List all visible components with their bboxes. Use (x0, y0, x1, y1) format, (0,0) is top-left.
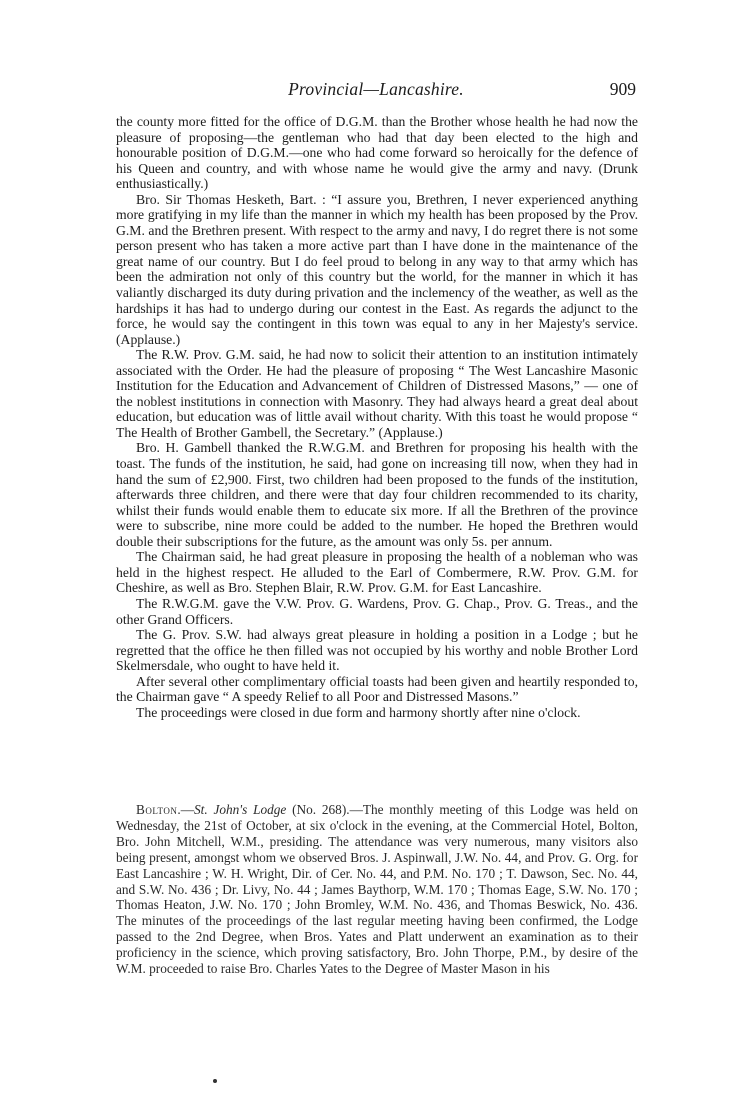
lodge-report-paragraph: Bolton.—St. John's Lodge (No. 268).—The monthly meeting of this Lodge was held on Wednesday, the 21st of October, at six o'clock in the evening, at the Commercial Hotel, Bolton, Bro. John Mitchell, W.M., presiding. The attendance was very numerous, many visitors also being present, amongst whom we observed Bros. J. Aspinwall, J.W. No. 44, and Prov. G. Org. for East Lancashire ; W. H. Wright, Dir. of Cer. No. 44, and P.M. No. 170 ; T. Dawson, Sec. No. 44, and S.W. No. 436 ; Dr. Livy, No. 44 ; James Baythorp, W.M. 170 ; Thomas Eage, S.W. No. 170 ; Thomas Heaton, J.W. No. 170 ; John Bromley, W.M. No. 436, and Thomas Beswick, No. 436. The minutes of the proceedings of the last regular meeting having been confirmed, the Lodge passed to the 2nd Degree, when Bros. Yates and Platt underwent an examination as to their proficiency in the science, which proving satisfactory, Bro. John Thorpe, P.M., by desire of the W.M. proceeded to raise Bro. Charles Yates to the Degree of Master Mason in his (116, 802, 638, 977)
paragraph-gambell-reply: Bro. H. Gambell thanked the R.W.G.M. and Brethren for proposing his health with the toast. The funds of the institution, he said, had gone on increasing till now, when they had in hand the sum of £2,900. First, two children had been proposed to the funds of the institution, afterwards three children, and there were that day four children recommended to its charity, whilst their funds would enable them to educate six more. If all the Brethren of the province were to subscribe, nine more could be added to the number. He hoped the Brethren would double their subscriptions for the future, as the amount was only 5s. per annum. (116, 440, 638, 549)
paragraph-hesketh-reply: Bro. Sir Thomas Hesketh, Bart. : “I assure you, Brethren, I never experienced anything more gratifying in my life than the manner in which my health has been proposed by the Prov. G.M. and the Brethren present. With respect to the army and navy, I do regret there is not some person present who has taken a more active part than I have done in the maintenance of the great name of our country. But I do feel proud to belong in any way to that army which has been the admiration not only of this country but the world, for the manner in which it has valiantly discharged its duty during privation and the inclemency of the weather, as well as the hardships it has had to undergo during our contest in the East. As regards the adjunct to the force, he would say the contingent in this town was equal to any in her Majesty's service. (Applause.) (116, 191, 638, 347)
paragraph-institution-toast: The R.W. Prov. G.M. said, he had now to solicit their attention to an institution intimately associated with the Order. He had the pleasure of proposing “ The West Lancashire Masonic Institution for the Education and Advancement of Children of Distressed Masons,” — one of the noblest institutions in connection with Masonry. They had always heard a great deal about education, but education was of little avail without charity. With this toast he would propose “ The Health of Brother Gambell, the Secretary.” (Applause.) (116, 347, 638, 440)
report-town: Bolton (136, 802, 178, 817)
running-title: Provincial—Lancashire. (288, 79, 464, 99)
article-body (116, 114, 638, 720)
report-lodge-name: St. John's Lodge (194, 802, 287, 817)
bolton-lodge-report (116, 802, 638, 977)
page-header (116, 79, 636, 105)
paragraph-proceedings-closed: The proceedings were closed in due form and harmony shortly after nine o'clock. (136, 704, 581, 720)
page-number: 909 (609, 79, 636, 99)
paragraph-prov-sw: The G. Prov. S.W. had always great pleasure in holding a position in a Lodge ; but he regretted that the office he then filled was not occupied by his worthy and noble Brother Lord Skelmersdale, who ought to have held it. (116, 627, 638, 674)
paragraph-continuation: the county more fitted for the office of D.G.M. than the Brother whose health he had now the pleasure of proposing—the gentleman who had that day been elected to the high and honourable position of D.G.M.—one who had come forward so heroically for the defence of his Queen and country, and with whose name he would give the army and navy. (Drunk enthusiastically.) (116, 114, 638, 192)
print-speck (213, 1079, 217, 1083)
report-text: (No. 268).—The monthly meeting of this Lodge was held on Wednesday, the 21st of October, at six o'clock in the evening, at the Commercial Hotel, Bolton, Bro. John Mitchell, W.M., presiding. The attendance was very numerous, many visitors also being present, amongst whom we observed Bros. J. Aspinwall, J.W. No. 44, and Prov. G. Org. for East Lancashire ; W. H. Wright, Dir. of Cer. No. 44, and P.M. No. 170 ; T. Dawson, Sec. No. 44, and S.W. No. 436 ; Dr. Livy, No. 44 ; James Baythorp, W.M. 170 ; Thomas Eage, S.W. No. 170 ; Thomas Heaton, J.W. No. 170 ; John Bromley, W.M. No. 436, and Thomas Beswick, No. 436. The minutes of the proceedings of the last regular meeting having been confirmed, the Lodge passed to the 2nd Degree, when Bros. Yates and Platt underwent an examination as to their proficiency in the science, which proving satisfactory, Bro. John Thorpe, P.M., by desire of the W.M. proceeded to raise Bro. Charles Yates to the Degree of Master Mason in his (116, 802, 638, 977)
paragraph-grand-officers: The R.W.G.M. gave the V.W. Prov. G. Wardens, Prov. G. Chap., Prov. G. Treas., and the other Grand Officers. (116, 595, 638, 627)
paragraph-closing-toast: After several other complimentary official toasts had been given and heartily responded to, the Chairman gave “ A speedy Relief to all Poor and Distressed Masons.” (116, 673, 638, 705)
paragraph-combermere-toast: The Chairman said, he had great pleasure in proposing the health of a nobleman who was held in the highest respect. He alluded to the Earl of Combermere, R.W. Prov. G.M. for Cheshire, as well as Bro. Stephen Blair, R.W. Prov. G.M. for East Lancashire. (116, 549, 638, 596)
